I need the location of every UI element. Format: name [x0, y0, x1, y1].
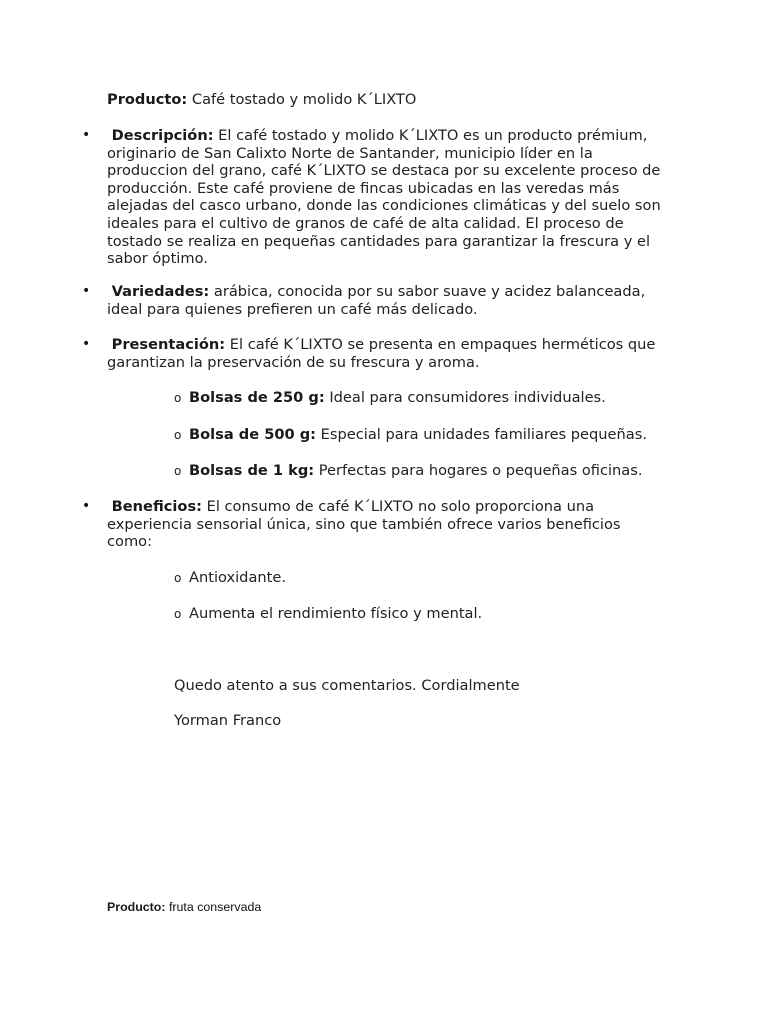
- producto-value: Café tostado y molido K´LIXTO: [187, 91, 417, 108]
- descripcion-text: El café tostado y molido K´LIXTO es un producto prémium, originario de San Calixto Norte de Santander, municipio líder en la produccion del grano, café K´LIXTO se destaca por su excelente proceso de producción. Este café proviene de fincas ubicadas en las veredas más alejadas del casco urbano, donde las condiciones climáticas y del suelo son ideales para el cultivo de granos de café de alta calidad. El proceso de tostado se realiza en pequeñas cantidades para garantizar la frescura y el sabor óptimo.: [107, 127, 661, 268]
- producto-label: Producto:: [107, 91, 188, 108]
- item-label: Bolsa de 500 g:: [189, 426, 317, 443]
- presentacion-label: Presentación:: [111, 336, 226, 353]
- item-text: Perfectas para hogares o pequeñas oficinas.: [314, 462, 643, 479]
- item-label: Bolsas de 250 g:: [189, 389, 325, 406]
- beneficios-label: Beneficios:: [111, 498, 202, 515]
- descripcion-label: Descripción:: [111, 127, 214, 144]
- sub-bullet-marker: o: [174, 571, 182, 585]
- item-text: Aumenta el rendimiento físico y mental.: [189, 605, 483, 622]
- item-text: Antioxidante.: [189, 569, 286, 586]
- presentacion-item: [174, 426, 674, 445]
- closing-line: Quedo atento a sus comentarios. Cordialmente: [174, 677, 520, 694]
- descripcion-paragraph: [107, 127, 667, 268]
- sub-bullet-marker: o: [174, 607, 182, 621]
- bullet-marker: •: [82, 283, 91, 299]
- presentacion-item: [174, 389, 674, 408]
- sub-bullet-marker: o: [174, 391, 182, 405]
- beneficios-paragraph: [107, 498, 667, 551]
- footer-producto-label: Producto:: [107, 900, 166, 914]
- item-text: Especial para unidades familiares pequeñas.: [316, 426, 647, 443]
- sub-bullet-marker: o: [174, 428, 182, 442]
- sub-bullet-marker: o: [174, 464, 182, 478]
- variedades-text: arábica, conocida por su sabor suave y acidez balanceada, ideal para quienes prefieren un café más delicado.: [107, 283, 646, 318]
- signature: Yorman Franco: [174, 712, 282, 729]
- beneficios-item: [174, 605, 674, 624]
- item-text: Ideal para consumidores individuales.: [324, 389, 606, 406]
- bullet-marker: •: [82, 498, 91, 514]
- producto-line: [107, 91, 667, 109]
- bullet-marker: •: [82, 336, 91, 352]
- variedades-paragraph: [107, 283, 667, 318]
- presentacion-item: [174, 462, 674, 481]
- item-label: Bolsas de 1 kg:: [189, 462, 315, 479]
- bullet-marker: •: [82, 127, 91, 143]
- beneficios-item: [174, 569, 674, 588]
- footer-producto-line: [107, 899, 261, 915]
- presentacion-paragraph: [107, 336, 667, 371]
- beneficios-text: El consumo de café K´LIXTO no solo proporciona una experiencia sensorial única, sino que también ofrece varios beneficios como:: [107, 498, 621, 551]
- presentacion-text: El café K´LIXTO se presenta en empaques herméticos que garantizan la preservación de su frescura y aroma.: [107, 336, 656, 371]
- footer-producto-value: fruta conservada: [165, 900, 262, 914]
- variedades-label: Variedades:: [111, 283, 210, 300]
